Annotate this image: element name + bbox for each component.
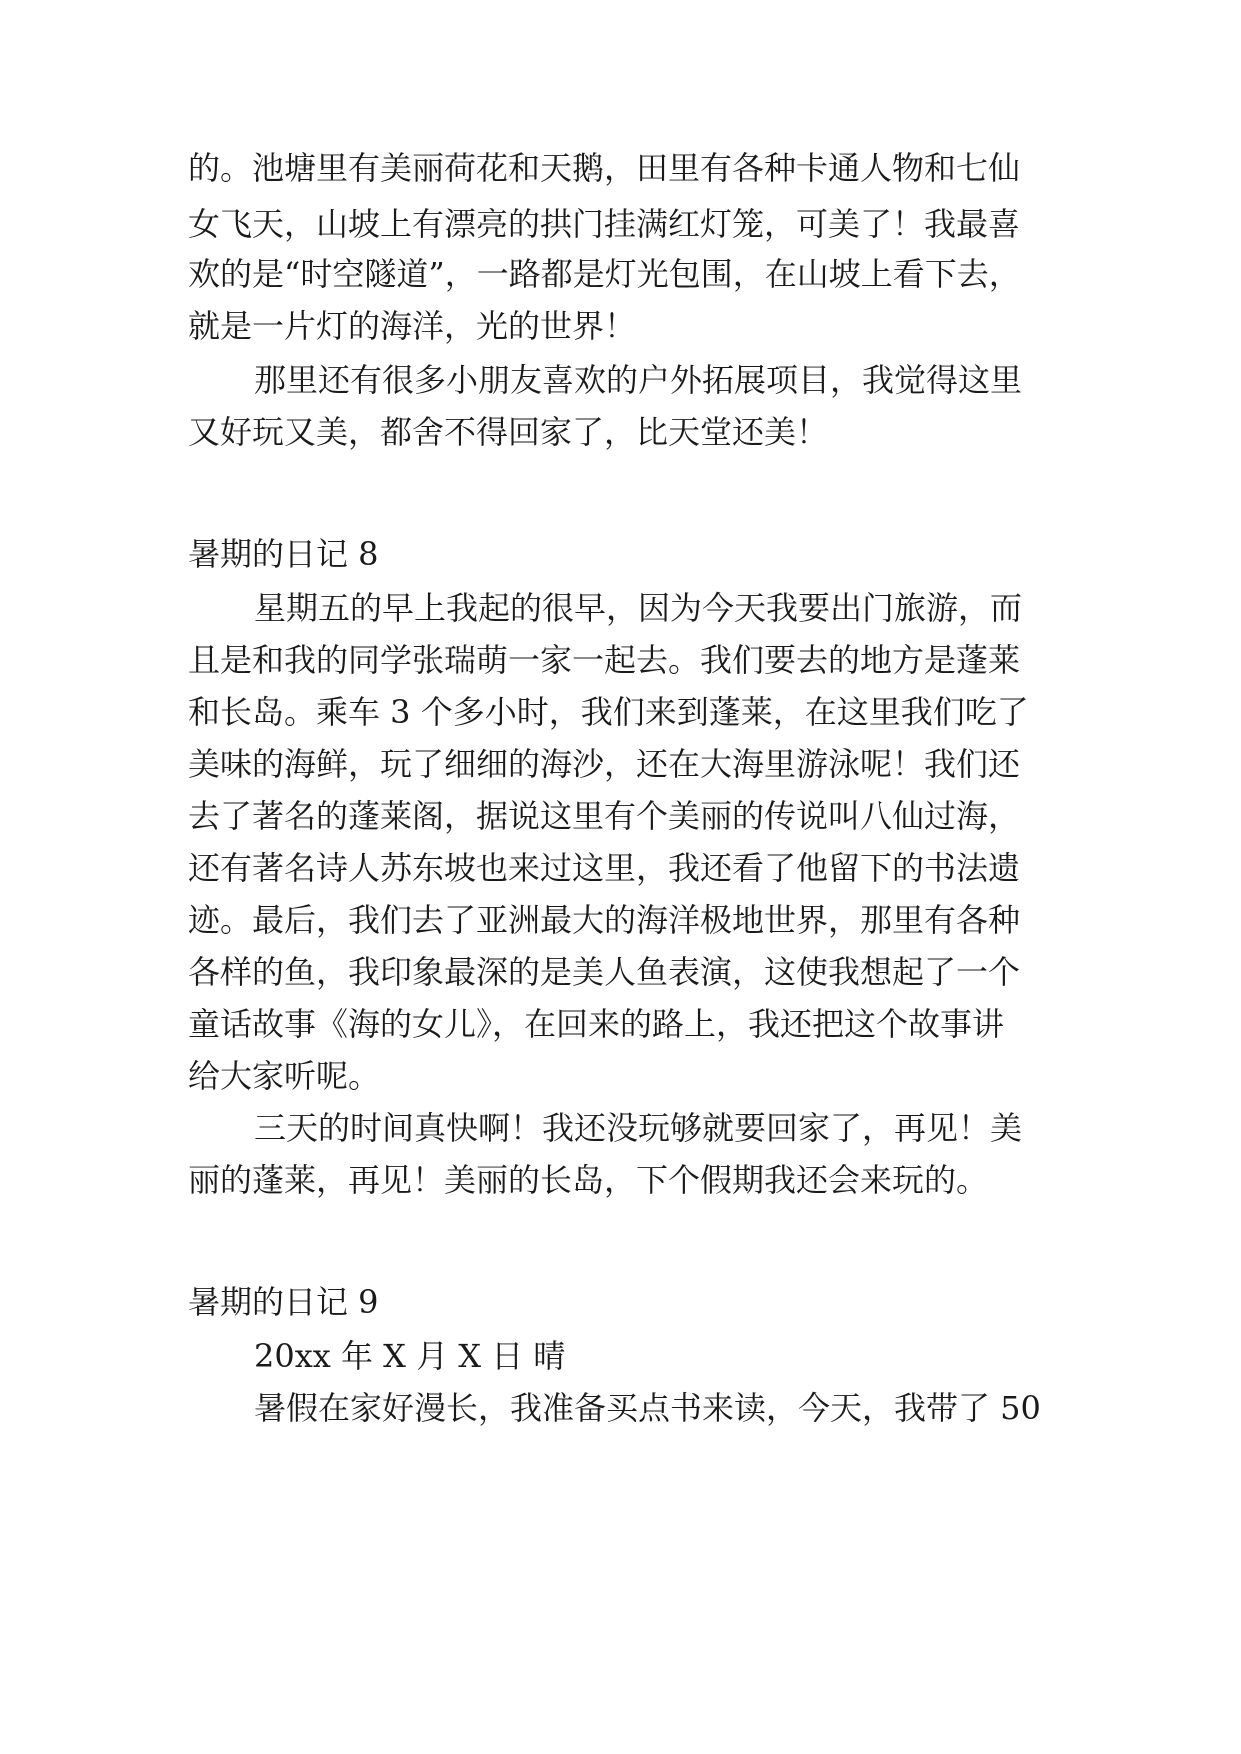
body-text-line: 童话故事《海的女儿》，在回来的路上，我还把这个故事讲	[188, 1005, 1005, 1043]
section-heading: 暑期的日记 9	[188, 1283, 379, 1321]
body-text-line: 丽的蓬莱，再见！美丽的长岛，下个假期我还会来玩的。	[188, 1161, 989, 1199]
body-text-line: 女飞天，山坡上有漂亮的拱门挂满红灯笼，可美了！我最喜	[188, 205, 1021, 243]
body-text-line: 去了著名的蓬莱阁，据说这里有个美丽的传说叫八仙过海，	[188, 797, 1021, 835]
body-text-line: 且是和我的同学张瑞萌一家一起去。我们要去的地方是蓬莱	[188, 641, 1021, 679]
section-heading: 暑期的日记 8	[188, 535, 379, 573]
body-text-line: 又好玩又美，都舍不得回家了，比天堂还美！	[188, 413, 829, 451]
date-line: 20xx 年 X 月 X 日 晴	[254, 1337, 566, 1375]
body-text-line: 各样的鱼，我印象最深的是美人鱼表演，这使我想起了一个	[188, 953, 1021, 991]
body-text-line: 的。池塘里有美丽荷花和天鹅，田里有各种卡通人物和七仙	[188, 149, 1021, 187]
body-text-line: 就是一片灯的海洋，光的世界！	[188, 307, 637, 345]
body-text-line: 三天的时间真快啊！我还没玩够就要回家了，再见！美	[254, 1109, 1023, 1147]
body-text-line: 欢的是“时空隧道”，一路都是灯光包围，在山坡上看下去，	[188, 255, 1021, 293]
body-text-line: 美味的海鲜，玩了细细的海沙，还在大海里游泳呢！我们还	[188, 745, 1021, 783]
body-text-line: 和长岛。乘车 3 个多小时，我们来到蓬莱，在这里我们吃了	[188, 693, 1029, 731]
body-text-line: 还有著名诗人苏东坡也来过这里，我还看了他留下的书法遗	[188, 849, 1021, 887]
body-text-line: 迹。最后，我们去了亚洲最大的海洋极地世界，那里有各种	[188, 901, 1021, 939]
body-text-line: 那里还有很多小朋友喜欢的户外拓展项目，我觉得这里	[254, 361, 1023, 399]
body-text-line: 暑假在家好漫长，我准备买点书来读，今天，我带了 50	[254, 1389, 1041, 1427]
body-text-line: 给大家听呢。	[188, 1057, 381, 1095]
body-text-line: 星期五的早上我起的很早，因为今天我要出门旅游，而	[254, 589, 1023, 627]
